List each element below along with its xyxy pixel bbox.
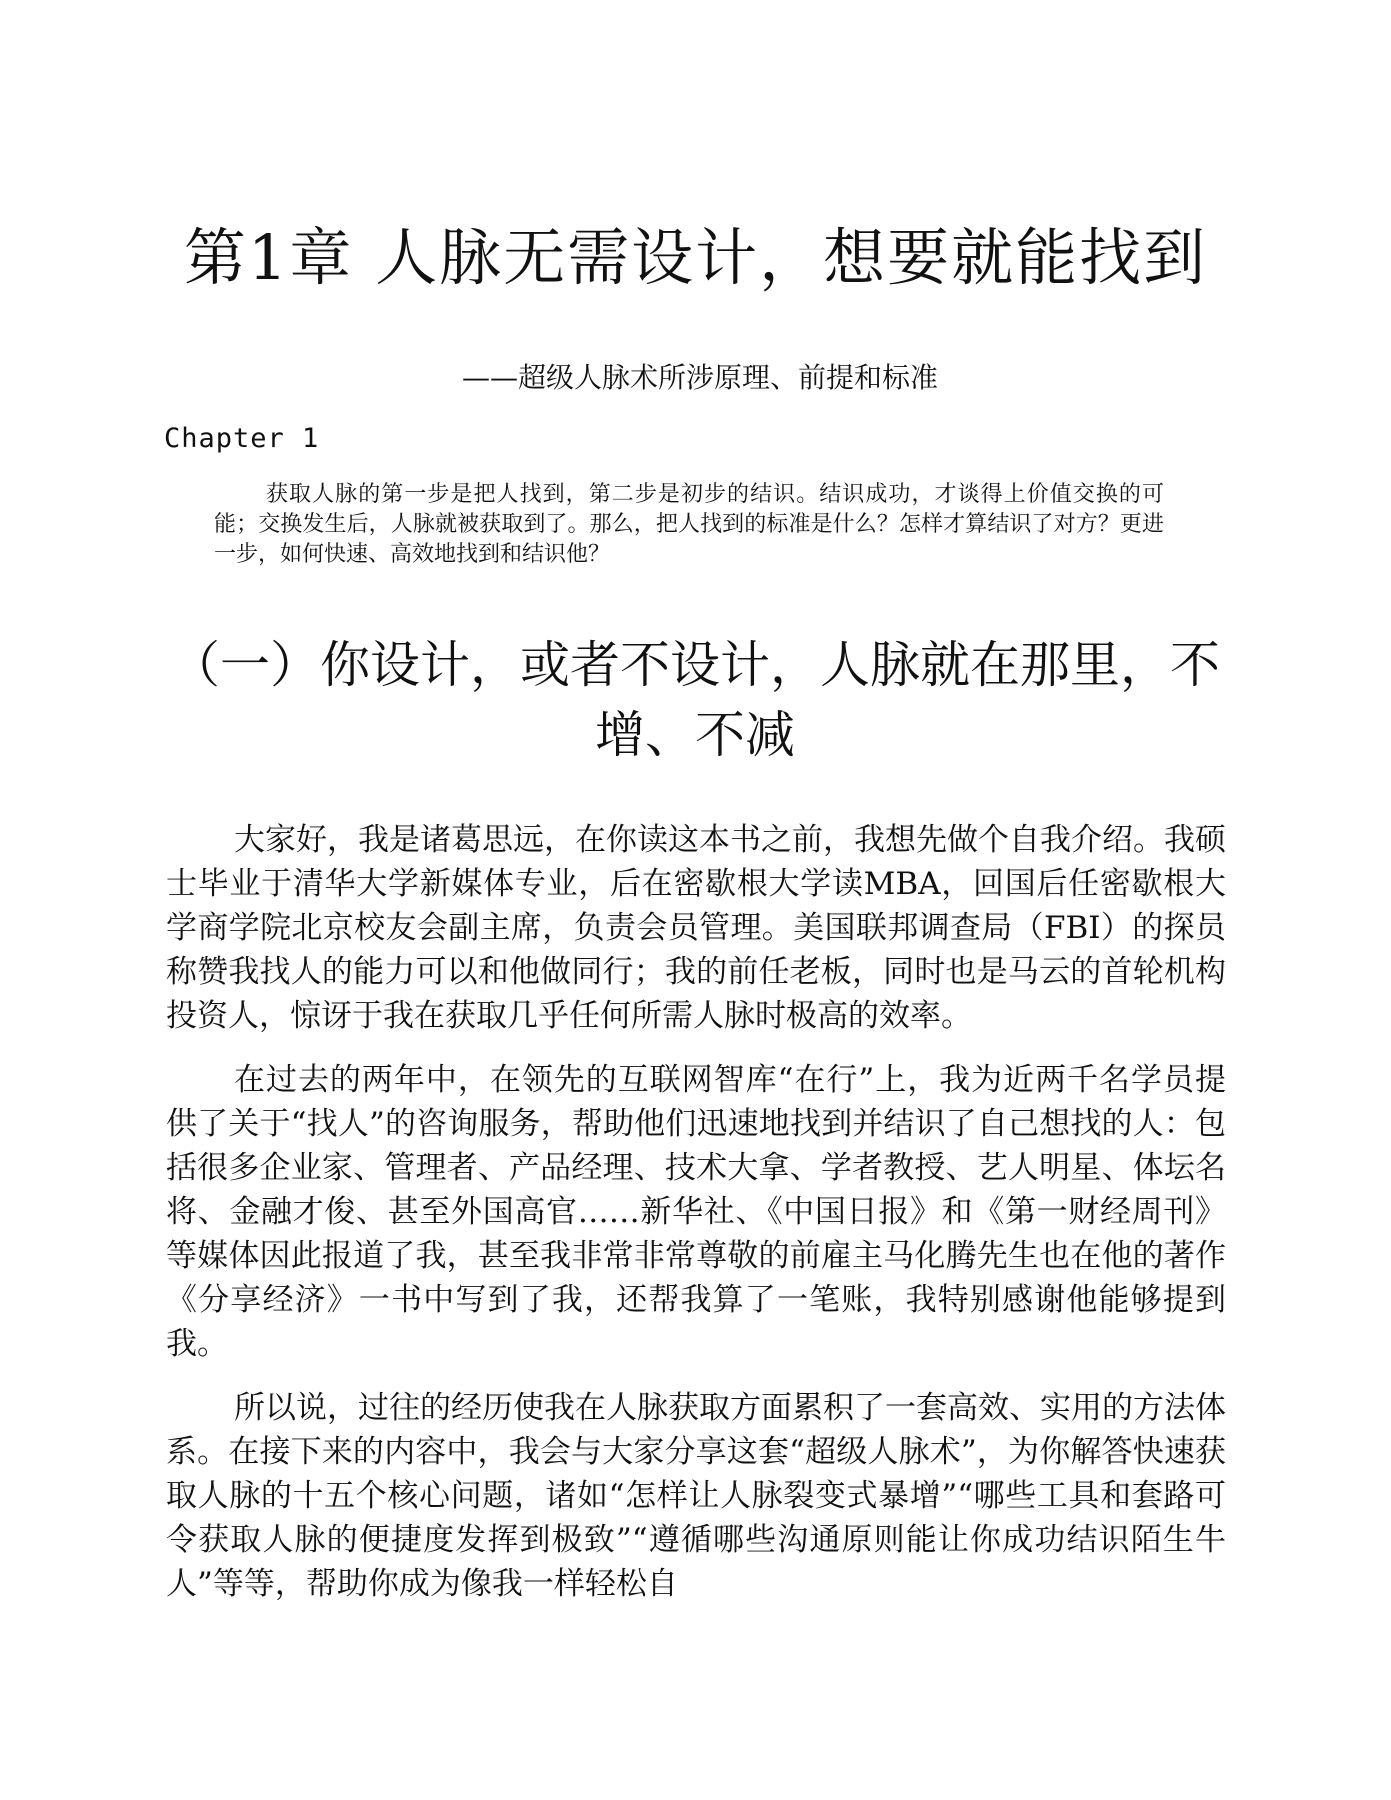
chapter-abstract: 获取人脉的第一步是把人找到，第二步是初步的结识。结识成功，才谈得上价值交换的可能；交换发生后，人脉就被获取到了。那么，把人找到的标准是什么？怎样才算结识了对方？更进一步，如何快速、高效地找到和结识他？	[214, 482, 1164, 567]
chapter-subtitle: ——超级人脉术所涉原理、前提和标准	[461, 361, 938, 394]
chapter-label: Chapter 1	[164, 423, 320, 454]
section-title: （一）你设计，或者不设计，人脉就在那里，不增、不减	[170, 636, 1220, 764]
chapter-title: 第1章 人脉无需设计，想要就能找到	[183, 221, 1208, 294]
paragraph: 在过去的两年中，在领先的互联网智库“在行”上，我为近两千名学员提供了关于“找人”的咨询服务，帮助他们迅速地找到并结识了自己想找的人：包括很多企业家、管理者、产品经理、技术大拿、学者教授、艺人明星、体坛名将、金融才俊、甚至外国高官……新华社、《中国日报》和《第一财经周刊》等媒体因此报道了我，甚至我非常非常尊敬的前雇主马化腾先生也在他的著作《分享经济》一书中写到了我，还帮我算了一笔账，我特别感谢他能够提到我。	[166, 1062, 1226, 1362]
paragraph: 大家好，我是诸葛思远，在你读这本书之前，我想先做个自我介绍。我硕士毕业于清华大学新媒体专业，后在密歇根大学读MBA，回国后任密歇根大学商学院北京校友会副主席，负责会员管理。美国联邦调查局（FBI）的探员称赞我找人的能力可以和他做同行；我的前任老板，同时也是马云的首轮机构投资人，惊讶于我在获取几乎任何所需人脉时极高的效率。	[166, 822, 1226, 1034]
body-text	[166, 818, 1226, 1626]
paragraph: 所以说，过往的经历使我在人脉获取方面累积了一套高效、实用的方法体系。在接下来的内容中，我会与大家分享这套“超级人脉术”，为你解答快速获取人脉的十五个核心问题，诸如“怎样让人脉裂变式暴增”“哪些工具和套路可令获取人脉的便捷度发挥到极致”“遵循哪些沟通原则能让你成功结识陌生牛人”等等，帮助你成为像我一样轻松自	[166, 1390, 1226, 1602]
